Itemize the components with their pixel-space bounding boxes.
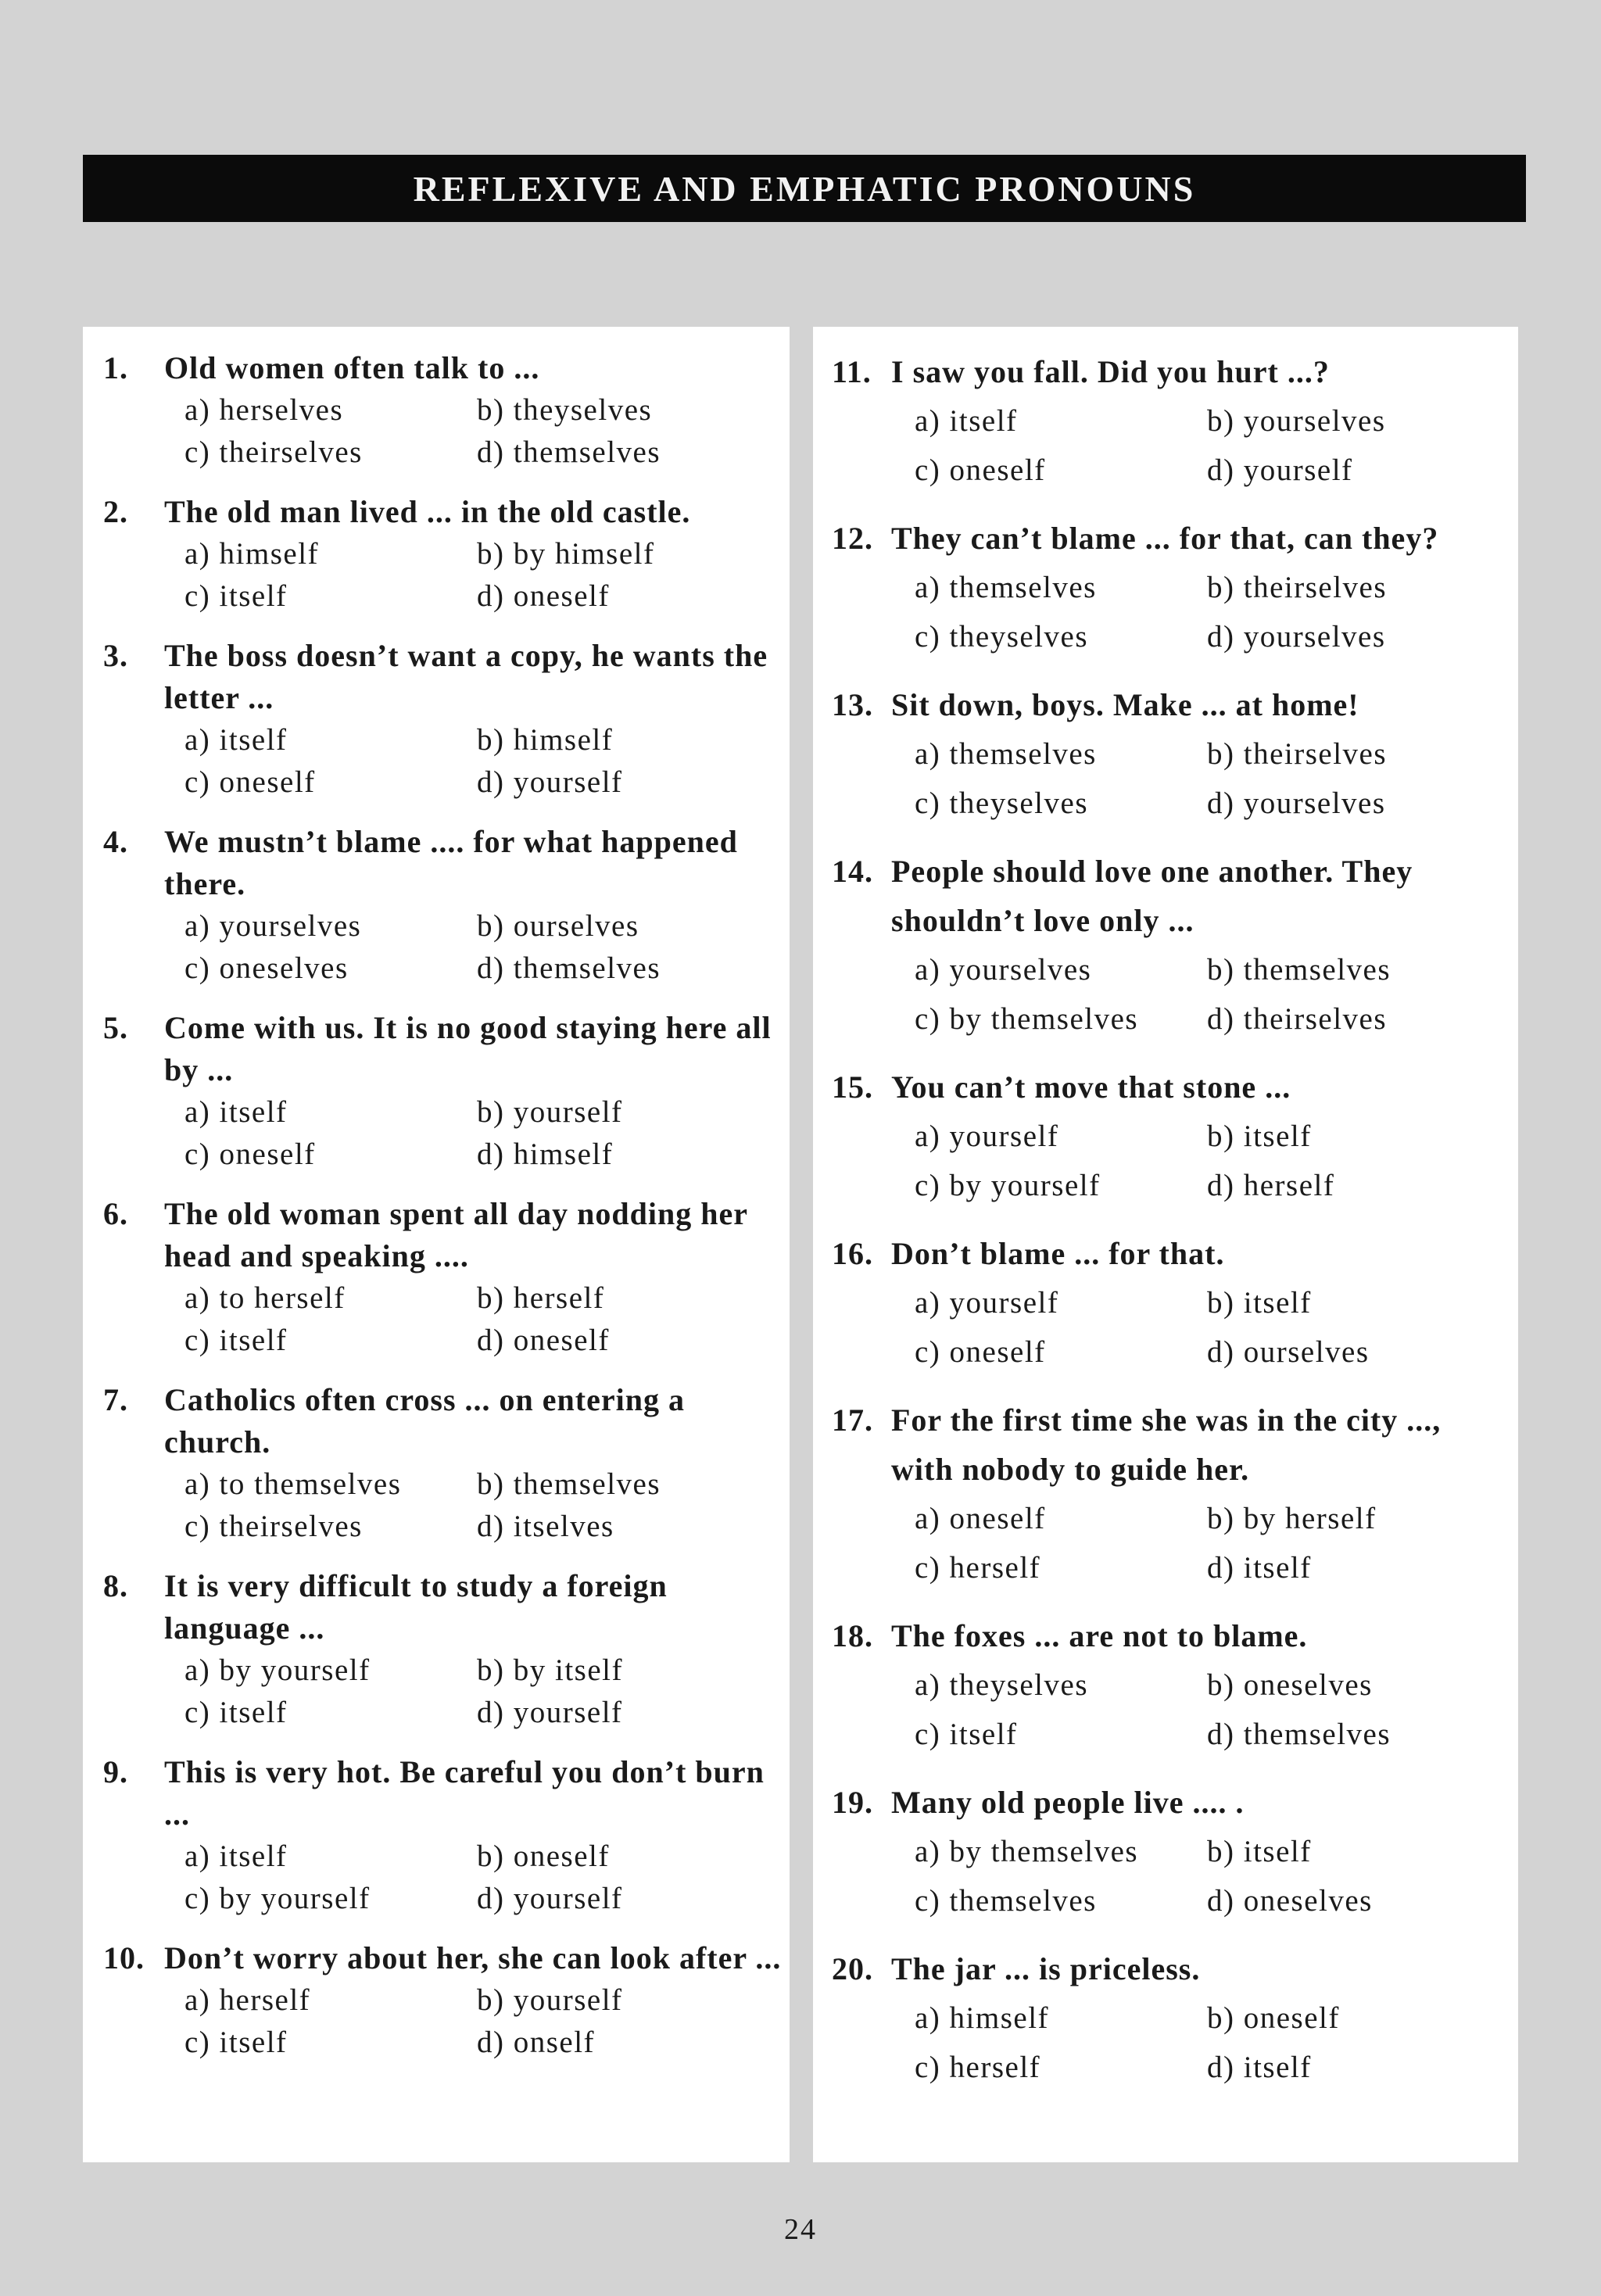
question-stem (832, 1062, 1518, 1112)
title-banner (83, 155, 1526, 222)
question-stem (832, 1395, 1518, 1494)
question-item (103, 1379, 790, 1548)
answer-option: a) yourselves (184, 909, 362, 943)
question-item (832, 347, 1518, 495)
question-text: We mustn’t blame .... for what happened there. (164, 824, 738, 901)
answer-option: d) themselves (1207, 1718, 1391, 1751)
answer-option: c) itself (184, 1324, 288, 1357)
answer-option: c) oneself (184, 765, 316, 799)
answer-option: d) theirselves (1207, 1002, 1388, 1036)
answer-option: b) by himself (477, 537, 655, 571)
answer-option: a) themselves (915, 737, 1097, 771)
answer-option: d) itself (1207, 1551, 1312, 1585)
question-text: For the first time she was in the city ..., with nobody to guide her. (891, 1402, 1442, 1487)
question-text: Come with us. It is no good staying here all by ... (164, 1010, 772, 1087)
answer-option: c) theyselves (915, 620, 1089, 654)
answer-option: d) ourselves (1207, 1335, 1370, 1369)
answer-option: b) itself (1207, 1835, 1312, 1868)
answer-options (915, 945, 1518, 1044)
page-number: 24 (784, 2213, 817, 2246)
question-item (103, 635, 790, 804)
question-text: The jar ... is priceless. (891, 1951, 1201, 1986)
question-stem (103, 1751, 790, 1836)
answer-options (184, 1836, 790, 1920)
answer-option: b) yourself (477, 1983, 623, 2017)
answer-option: c) by yourself (184, 1882, 371, 1915)
answer-option: c) oneself (184, 1137, 316, 1171)
answer-option: a) himself (184, 537, 320, 571)
answer-option: a) himself (915, 2001, 1050, 2035)
answer-options (915, 1827, 1518, 1925)
question-text: Catholics often cross ... on entering a church. (164, 1382, 685, 1460)
answer-option: b) itself (1207, 1119, 1312, 1153)
answer-option: d) oneself (477, 579, 610, 613)
question-item (832, 1229, 1518, 1377)
answer-option: d) himself (477, 1137, 614, 1171)
answer-options (915, 1494, 1518, 1592)
answer-option: d) yourself (477, 1882, 623, 1915)
answer-option: d) oneselves (1207, 1884, 1373, 1918)
question-text: Many old people live .... . (891, 1785, 1245, 1820)
answer-option: b) itself (1207, 1286, 1312, 1320)
answer-option: a) to themselves (184, 1467, 402, 1501)
right-column (813, 327, 1518, 2162)
page-title: REFLEXIVE AND EMPHATIC PRONOUNS (413, 168, 1196, 209)
question-item (103, 1565, 790, 1734)
answer-option: c) oneselves (184, 951, 349, 985)
answer-option: c) themselves (915, 1884, 1097, 1918)
answer-options (915, 1278, 1518, 1377)
answer-option: d) itself (1207, 2051, 1312, 2084)
question-stem (103, 1937, 790, 1979)
answer-options (184, 1091, 790, 1176)
answer-options (184, 1979, 790, 2064)
question-number: 14. (832, 854, 873, 889)
answer-option: b) by itself (477, 1653, 623, 1687)
answer-option: c) itself (184, 579, 288, 613)
question-number: 10. (103, 1940, 145, 1975)
answer-option: d) oneself (477, 1324, 610, 1357)
question-text: The boss doesn’t want a copy, he wants the letter ... (164, 638, 768, 715)
answer-option: a) itself (184, 723, 288, 757)
question-stem (103, 1007, 790, 1091)
question-number: 2. (103, 494, 128, 529)
question-number: 4. (103, 824, 128, 859)
question-number: 8. (103, 1568, 128, 1603)
question-number: 1. (103, 350, 128, 385)
answer-options (184, 389, 790, 474)
answer-option: b) themselves (1207, 953, 1391, 987)
answer-option: c) itself (915, 1718, 1018, 1751)
answer-option: b) theirselves (1207, 737, 1388, 771)
answer-option: d) yourself (477, 1696, 623, 1729)
question-item (103, 1937, 790, 2064)
answer-option: d) yourselves (1207, 620, 1386, 654)
question-number: 16. (832, 1236, 873, 1271)
question-text: Sit down, boys. Make ... at home! (891, 687, 1359, 722)
answer-option: c) oneself (915, 453, 1046, 487)
answer-option: b) oneself (477, 1839, 610, 1873)
answer-option: b) oneself (1207, 2001, 1340, 2035)
answer-option: c) herself (915, 2051, 1041, 2084)
question-stem (103, 1193, 790, 1277)
answer-option: a) yourself (915, 1286, 1059, 1320)
answer-option: b) yourself (477, 1095, 623, 1129)
answer-option: c) by yourself (915, 1169, 1101, 1202)
question-item (103, 821, 790, 990)
question-number: 6. (103, 1196, 128, 1231)
question-stem (832, 1778, 1518, 1827)
question-text: People should love one another. They shouldn’t love only ... (891, 854, 1413, 938)
question-stem (103, 821, 790, 905)
answer-option: d) itselves (477, 1510, 614, 1543)
answer-option: a) itself (184, 1095, 288, 1129)
answer-options (915, 396, 1518, 495)
answer-options (915, 1112, 1518, 1210)
answer-option: a) oneself (915, 1502, 1046, 1535)
answer-options (184, 719, 790, 804)
answer-options (184, 533, 790, 618)
answer-options (184, 1649, 790, 1734)
question-number: 18. (832, 1618, 873, 1653)
question-stem (103, 491, 790, 533)
question-number: 15. (832, 1069, 873, 1105)
question-item (832, 1611, 1518, 1759)
answer-option: d) herself (1207, 1169, 1335, 1202)
question-item (103, 1751, 790, 1920)
answer-options (915, 1993, 1518, 2092)
question-item (832, 847, 1518, 1044)
answer-option: b) ourselves (477, 909, 639, 943)
answer-option: a) theyselves (915, 1668, 1089, 1702)
answer-option: b) by herself (1207, 1502, 1377, 1535)
question-text: You can’t move that stone ... (891, 1069, 1291, 1105)
answer-options (915, 729, 1518, 828)
question-text: Old women often talk to ... (164, 350, 540, 385)
answer-option: c) theirselves (184, 1510, 363, 1543)
answer-option: c) theirselves (184, 435, 363, 469)
question-number: 11. (832, 354, 872, 389)
question-stem (832, 347, 1518, 396)
answer-option: a) to herself (184, 1281, 346, 1315)
answer-option: b) herself (477, 1281, 605, 1315)
answer-option: d) yourselves (1207, 786, 1386, 820)
answer-option: c) theyselves (915, 786, 1089, 820)
question-item (103, 1193, 790, 1362)
question-text: Don’t blame ... for that. (891, 1236, 1225, 1271)
question-number: 13. (832, 687, 873, 722)
question-text: Don’t worry about her, she can look after ... (164, 1940, 782, 1975)
question-number: 17. (832, 1402, 873, 1438)
question-number: 3. (103, 638, 128, 673)
question-stem (103, 635, 790, 719)
answer-options (184, 1463, 790, 1548)
question-stem (832, 1944, 1518, 1993)
answer-option: c) oneself (915, 1335, 1046, 1369)
question-number: 19. (832, 1785, 873, 1820)
answer-option: d) onself (477, 2026, 596, 2059)
answer-option: a) itself (184, 1839, 288, 1873)
question-item (103, 347, 790, 474)
answer-option: a) yourself (915, 1119, 1059, 1153)
answer-options (184, 1277, 790, 1362)
answer-option: a) by themselves (915, 1835, 1139, 1868)
answer-option: c) itself (184, 2026, 288, 2059)
answer-option: d) yourself (477, 765, 623, 799)
question-item (832, 680, 1518, 828)
question-stem (832, 680, 1518, 729)
question-stem (832, 514, 1518, 563)
question-stem (103, 347, 790, 389)
answer-option: c) itself (184, 1696, 288, 1729)
answer-option: b) oneselves (1207, 1668, 1373, 1702)
answer-option: b) themselves (477, 1467, 661, 1501)
question-number: 20. (832, 1951, 873, 1986)
question-item (103, 1007, 790, 1176)
question-item (832, 1062, 1518, 1210)
answer-option: c) herself (915, 1551, 1041, 1585)
question-stem (832, 1611, 1518, 1660)
question-text: It is very difficult to study a foreign language ... (164, 1568, 668, 1646)
question-item (832, 1395, 1518, 1592)
question-number: 7. (103, 1382, 128, 1417)
answer-option: a) by yourself (184, 1653, 371, 1687)
answer-option: d) yourself (1207, 453, 1353, 487)
answer-options (184, 905, 790, 990)
answer-option: c) by themselves (915, 1002, 1139, 1036)
answer-option: a) herselves (184, 393, 344, 427)
answer-option: a) themselves (915, 571, 1097, 604)
answer-option: d) themselves (477, 951, 661, 985)
question-stem (832, 1229, 1518, 1278)
question-text: I saw you fall. Did you hurt ...? (891, 354, 1330, 389)
question-item (832, 514, 1518, 661)
question-item (832, 1944, 1518, 2092)
question-number: 5. (103, 1010, 128, 1045)
question-text: The old woman spent all day nodding her head and speaking .... (164, 1196, 748, 1273)
question-text: The old man lived ... in the old castle. (164, 494, 691, 529)
answer-option: a) yourselves (915, 953, 1092, 987)
answer-option: a) itself (915, 404, 1018, 438)
question-stem (103, 1565, 790, 1649)
question-item (832, 1778, 1518, 1925)
answer-options (915, 1660, 1518, 1759)
question-number: 9. (103, 1754, 128, 1789)
answer-option: d) themselves (477, 435, 661, 469)
answer-options (915, 563, 1518, 661)
left-column (83, 327, 790, 2162)
answer-option: b) yourselves (1207, 404, 1386, 438)
question-stem (103, 1379, 790, 1463)
answer-option: b) himself (477, 723, 614, 757)
answer-option: b) theyselves (477, 393, 653, 427)
answer-option: b) theirselves (1207, 571, 1388, 604)
question-text: They can’t blame ... for that, can they? (891, 521, 1439, 556)
question-text: The foxes ... are not to blame. (891, 1618, 1308, 1653)
question-item (103, 491, 790, 618)
question-number: 12. (832, 521, 873, 556)
question-text: This is very hot. Be careful you don’t burn ... (164, 1754, 765, 1832)
question-stem (832, 847, 1518, 945)
answer-option: a) herself (184, 1983, 311, 2017)
